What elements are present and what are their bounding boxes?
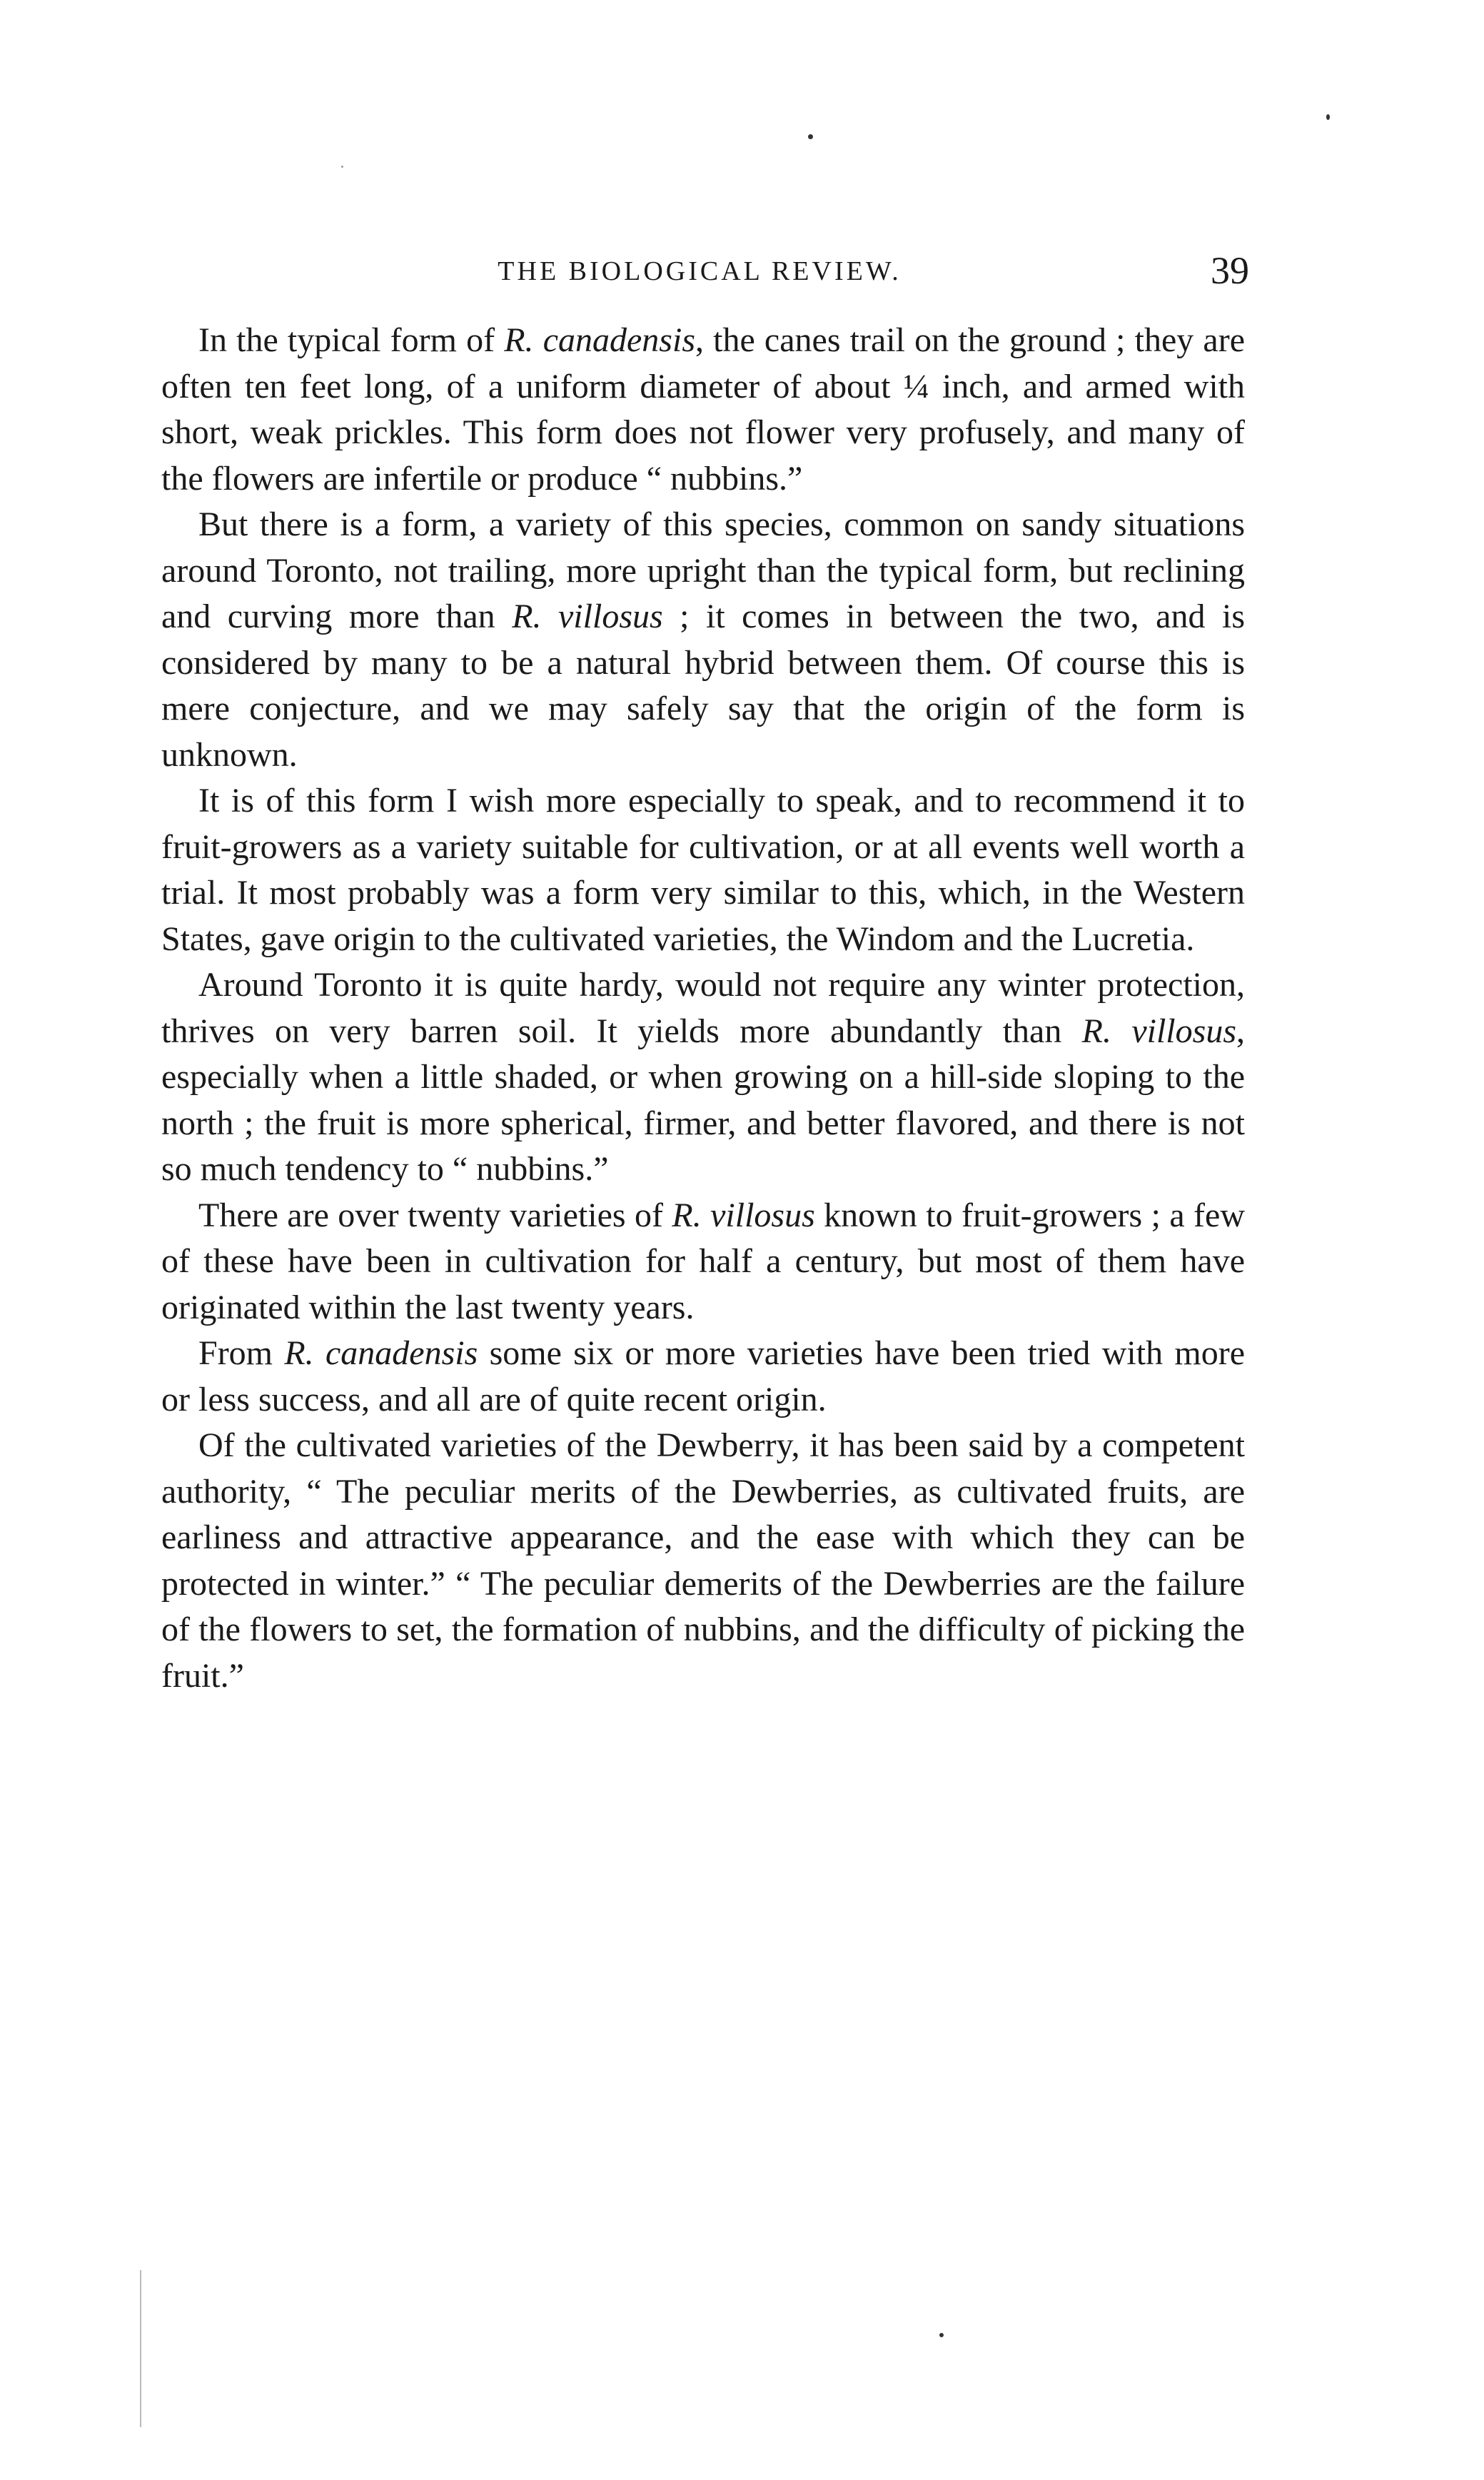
- paragraph-7: Of the cultivated varieties of the Dewberry, it has been said by a competent authority, “ The peculiar merits of the Dewberries, as cultivated fruits, are earliness and attractive appearance, and the ease with which they can be protected in winter.” “ The peculiar demerits of the Dewberries are the failure of the flowers to set, the formation of nubbins, and the difficulty of picking the fruit.”: [161, 1426, 1245, 1695]
- species-name: R. canadensis: [284, 1334, 478, 1372]
- body-text: [161, 318, 1245, 1699]
- page-number: 39: [1211, 249, 1249, 292]
- paragraph-1: In the typical form of R. canadensis, the canes trail on the ground ; they are often ten feet long, of a uniform diameter of about ¼ inch, and armed with short, weak prickles. This form does not flower very profusely, and many of the flowers are infertile or produce “ nubbins.”: [161, 321, 1245, 498]
- running-title: THE BIOLOGICAL REVIEW.: [498, 256, 902, 286]
- species-name: R. villosus: [512, 598, 663, 635]
- paragraph-5: There are over twenty varieties of R. villosus known to fruit-growers ; a few of these have been in cultivation for half a century, but most of them have originated within the last twenty years.: [161, 1196, 1245, 1326]
- paragraph-4: Around Toronto it is quite hardy, would not require any winter protection, thrives on very barren soil. It yields more abundantly than R. villosus, especially when a little shaded, or when growing on a hill-side sloping to the north ; the fruit is more spherical, firmer, and better flavored, and there is not so much tendency to “ nubbins.”: [161, 966, 1245, 1188]
- paragraph-6: From R. canadensis some six or more varieties have been tried with more or less success, and all are of quite recent origin.: [161, 1334, 1246, 1418]
- running-head: [157, 243, 1249, 300]
- species-name: R. canadensis: [504, 321, 695, 359]
- scan-speck: [939, 2333, 944, 2337]
- scan-speck: [808, 134, 813, 139]
- scan-margin-line: [140, 2270, 141, 2427]
- species-name: R. villosus: [672, 1196, 815, 1234]
- paragraph-2: But there is a form, a variety of this species, common on sandy situations around Toronto, not trailing, more upright than the typical form, but reclining and curving more than R. villosus ; it comes in between the two, and is considered by many to be a natural hybrid between them. Of course this is mere conjecture, and we may safely say that the origin of the form is unknown.: [161, 505, 1246, 774]
- species-name: R. villosus: [1081, 1012, 1236, 1050]
- scan-speck: [341, 166, 343, 168]
- scan-speck: [1326, 114, 1330, 120]
- paragraph-3: It is of this form I wish more especially to speak, and to recommend it to fruit-growers as a variety suitable for cultivation, or at all events well worth a trial. It most probably was a form very similar to this, which, in the Western States, gave origin to the cultivated varieties, the Windom and the Lucretia.: [161, 782, 1245, 958]
